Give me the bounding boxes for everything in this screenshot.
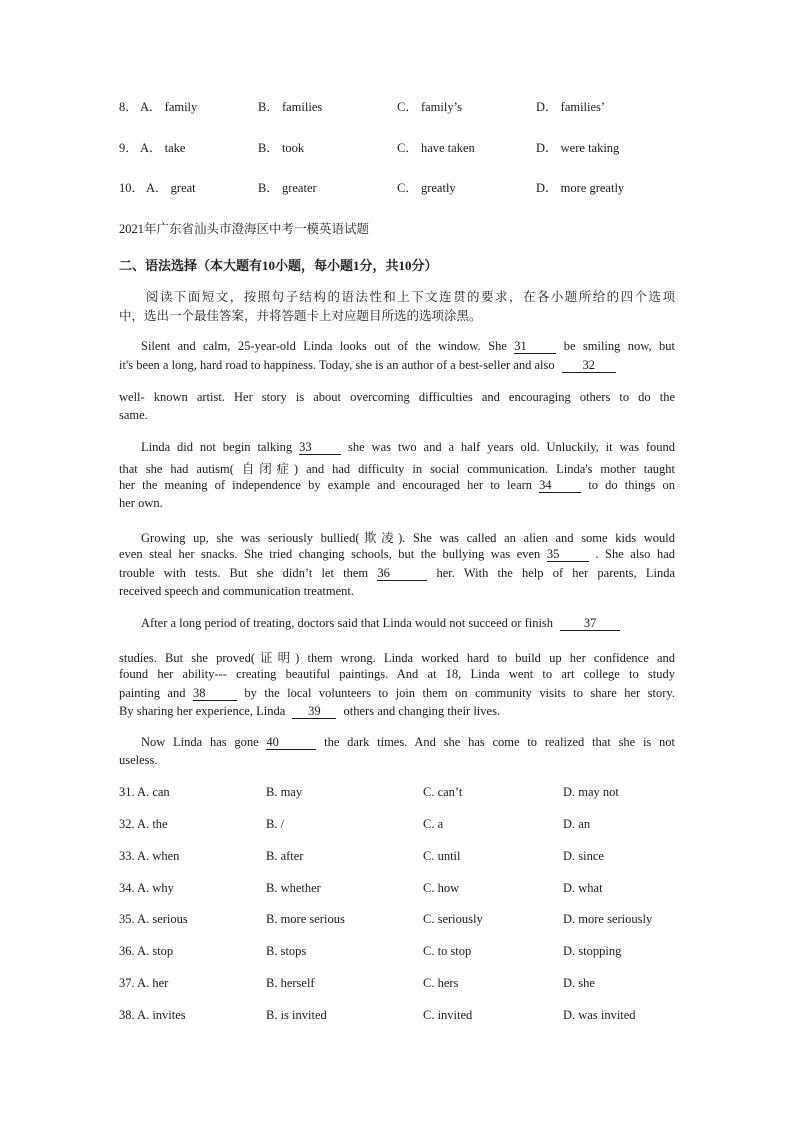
blank-38: 38 xyxy=(193,687,237,701)
p4-line-2: studies. But she proved(证明) them wrong. Linda worked hard to build up her confidence and xyxy=(119,651,675,665)
option-a: 33. A. when xyxy=(119,849,180,863)
option-a: 36. A. stop xyxy=(119,944,174,958)
option-b: B. after xyxy=(266,849,304,863)
question-37 xyxy=(0,976,794,996)
option-d: D. she xyxy=(563,976,595,990)
p3-line-3 xyxy=(119,566,675,581)
text: by the local volunteers to join them on community visits to share her story. xyxy=(244,686,675,700)
option-a: A． take xyxy=(140,141,186,155)
option-d: D． families’ xyxy=(536,100,606,114)
text: Silent and calm, 25-year-old Linda looks out of the window. She xyxy=(141,339,507,353)
option-c: C. a xyxy=(423,817,444,831)
option-d: D. was invited xyxy=(563,1008,636,1022)
option-d: D． were taking xyxy=(536,141,620,155)
text: . She also had xyxy=(595,547,676,561)
p1-line-2 xyxy=(119,358,675,373)
question-number: 10． xyxy=(119,181,145,195)
p1-line-3: well- known artist. Her story is about overcoming difficulties and encouraging others to do the xyxy=(119,390,675,404)
question-31 xyxy=(0,785,794,805)
question-33 xyxy=(0,849,794,869)
text: Now Linda has gone xyxy=(141,735,259,749)
question-9 xyxy=(0,138,794,158)
option-d: D. since xyxy=(563,849,604,863)
option-b: B. / xyxy=(266,817,285,831)
question-38 xyxy=(0,1008,794,1028)
option-a: 32. A. the xyxy=(119,817,168,831)
option-a: A． family xyxy=(140,100,198,114)
question-number: 9． xyxy=(119,141,138,155)
option-d: D. what xyxy=(563,881,603,895)
option-d: D. stopping xyxy=(563,944,622,958)
option-c: C． have taken xyxy=(397,141,475,155)
option-d: D． more greatly xyxy=(536,181,625,195)
option-a: 35. A. serious xyxy=(119,912,188,926)
blank-40: 40 xyxy=(266,736,316,750)
option-c: C. can’t xyxy=(423,785,463,799)
option-c: C. hers xyxy=(423,976,459,990)
option-b: B. herself xyxy=(266,976,315,990)
p4-line-4 xyxy=(119,686,675,701)
option-a: A． great xyxy=(146,181,196,195)
text: others and changing their lives. xyxy=(343,704,501,718)
option-c: C． family’s xyxy=(397,100,462,114)
option-d: D. may not xyxy=(563,785,619,799)
p4-line-3: found her ability--- creating beautiful paintings. And at 18, Linda went to art college to study xyxy=(119,667,675,681)
question-36 xyxy=(0,944,794,964)
p2-line-1 xyxy=(141,440,675,455)
option-b: B. may xyxy=(266,785,303,799)
p3-line-1: Growing up, she was seriously bullied(欺凌). She was called an alien and some kids would xyxy=(141,531,675,545)
text: Linda did not begin talking xyxy=(141,440,293,454)
text: it's been a long, hard road to happiness. Today, she is an author of a best-seller and also xyxy=(119,358,555,372)
question-32 xyxy=(0,817,794,837)
option-c: C. invited xyxy=(423,1008,473,1022)
blank-37: 37 xyxy=(560,617,620,631)
question-8 xyxy=(0,97,794,117)
option-a: 31. A. can xyxy=(119,785,170,799)
blank-36: 36 xyxy=(377,567,427,581)
text: painting and xyxy=(119,686,186,700)
p5-line-2: useless. xyxy=(119,753,158,767)
text: even steal her snacks. She tried changing schools, but the bullying was even xyxy=(119,547,541,561)
option-c: C． greatly xyxy=(397,181,456,195)
blank-39: 39 xyxy=(292,705,336,719)
section-heading: 二、语法选择（本大题有10小题，每小题1分，共10分） xyxy=(119,258,438,273)
blank-31: 31 xyxy=(514,340,556,354)
option-b: B． took xyxy=(258,141,305,155)
p3-line-4: received speech and communication treatment. xyxy=(119,584,354,598)
option-a: 34. A. why xyxy=(119,881,174,895)
blank-33: 33 xyxy=(299,441,341,455)
p5-line-1 xyxy=(141,735,675,750)
option-d: D. an xyxy=(563,817,591,831)
p3-line-2 xyxy=(119,547,675,562)
p4-line-1 xyxy=(141,616,675,631)
text: After a long period of treating, doctors said that Linda would not succeed or finish xyxy=(141,616,554,630)
option-b: B. stops xyxy=(266,944,307,958)
option-d: D. more seriously xyxy=(563,912,653,926)
option-a: 37. A. her xyxy=(119,976,169,990)
option-a: 38. A. invites xyxy=(119,1008,186,1022)
blank-32: 32 xyxy=(562,359,616,373)
blank-35: 35 xyxy=(547,548,589,562)
question-34 xyxy=(0,881,794,901)
option-b: B. is invited xyxy=(266,1008,327,1022)
text: be smiling now, but xyxy=(563,339,676,353)
option-c: C. to stop xyxy=(423,944,472,958)
question-35 xyxy=(0,912,794,932)
option-b: B． families xyxy=(258,100,323,114)
text: her. With the help of her parents, Linda xyxy=(436,566,675,580)
instructions-line-2: 中，选出一个最佳答案，并将答题卡上对应题目所选的选项涂黑。 xyxy=(119,309,482,323)
option-b: B. whether xyxy=(266,881,321,895)
option-c: C. seriously xyxy=(423,912,483,926)
blank-34: 34 xyxy=(539,479,581,493)
text: to do things on xyxy=(588,478,675,492)
option-b: B. more serious xyxy=(266,912,345,926)
p2-line-3 xyxy=(119,478,675,493)
text: the dark times. And she has come to realized that she is not xyxy=(324,735,676,749)
text: her the meaning of independence by example and encouraged her to learn xyxy=(119,478,533,492)
text: she was two and a half years old. Unluckily, it was found xyxy=(347,440,676,454)
p1-line-1 xyxy=(141,339,675,354)
text: trouble with tests. But she didn’t let them xyxy=(119,566,369,580)
p4-line-5 xyxy=(119,704,675,719)
option-c: C. until xyxy=(423,849,461,863)
question-10 xyxy=(0,178,794,198)
question-number: 8． xyxy=(119,100,138,114)
instructions-line-1: 阅读下面短文，按照句子结构的语法性和上下文连贯的要求，在各小题所给的四个选项 xyxy=(146,290,675,304)
exam-title: 2021年广东省汕头市澄海区中考一模英语试题 xyxy=(119,222,370,236)
option-c: C. how xyxy=(423,881,460,895)
p1-line-4: same. xyxy=(119,408,148,422)
p2-line-4: her own. xyxy=(119,496,163,510)
p2-line-2: that she had autism( 自闭症) and had difficulty in social communication. Linda's mother taught xyxy=(119,462,675,476)
option-b: B． greater xyxy=(258,181,317,195)
text: By sharing her experience, Linda xyxy=(119,704,286,718)
